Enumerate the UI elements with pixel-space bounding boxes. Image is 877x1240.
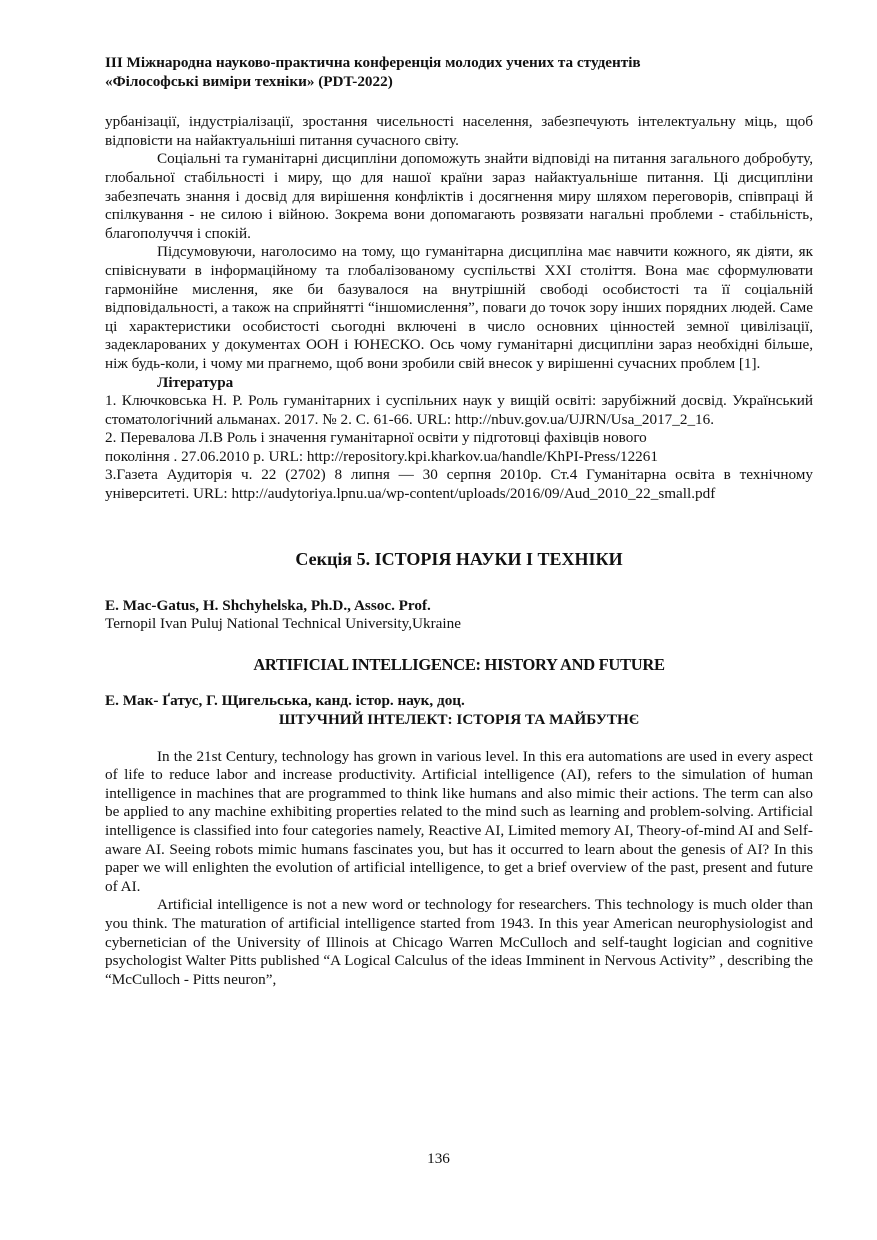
- reference-3: 3.Газета Аудиторія ч. 22 (2702) 8 липня — 30 серпня 2010р. Ст.4 Гуманітарна освіта в технічному університеті. URL: http://audytoriya.lpnu.ua/wp-content/uploads/2016/09/Aud_2010_22_small.pdf: [105, 466, 813, 503]
- authors-en: E. Mac-Gatus, H. Shchyhelska, Ph.D., Assoc. Prof.: [105, 596, 431, 614]
- reference-2-cont: покоління . 27.06.2010 р. URL: http://repository.kpi.kharkov.ua/handle/KhPI-Press/12261: [105, 447, 658, 465]
- affiliation: Ternopil Ivan Puluj National Technical University,Ukraine: [105, 615, 461, 633]
- article-title-ua: ШТУЧНИЙ ІНТЕЛЕКТ: ІСТОРІЯ ТА МАЙБУТНЄ: [278, 711, 640, 729]
- paragraph-ua-1: урбанізації, індустріалізації, зростання чисельності населення, забезпечують інтелектуальну міць, щоб відповісти на найактуальніші питання сучасного світу.: [105, 113, 813, 149]
- conference-header-line2: «Філософські виміри техніки» (PDT-2022): [105, 72, 393, 90]
- conference-header: [105, 54, 813, 91]
- paragraph-en-1: In the 21st Century, technology has grown in various level. In this era automations are used in every aspect of life to reduce labor and increase productivity. Artificial intelligence (AI), refers to the simulation of human intelligence in machines that are programmed to think like humans and also mimic their actions. The term can also be applied to any machine exhibiting properties related to the mind such as learning and problem-solving. Artificial intelligence is classified into four categories namely, Reactive AI, Limited memory AI, Theory-of-mind AI and Self-aware AI. Seeing robots mimic humans fascinates you, but has it occurred to learn about the genesis of AI? In this paper we will enlighten the evolution of artificial intelligence, to get a brief overview of the past, present and future of AI.: [105, 747, 813, 895]
- conference-header-line1: ІІІ Міжнародна науково-практична конференція молодих учених та студентів: [105, 54, 641, 71]
- section-title: Секція 5. ІСТОРІЯ НАУКИ І ТЕХНІКИ: [295, 548, 623, 569]
- document-page: [105, 54, 813, 989]
- article-title-en: ARTIFICIAL INTELLIGENCE: HISTORY AND FUTURE: [253, 654, 665, 674]
- paragraph-en-2: Artificial intelligence is not a new word or technology for researchers. This technology is much older than you think. The maturation of artificial intelligence started from 1943. In this year American neurophysiologist and cybernetician of the University of Illinois at Chicago Warren McCulloch and self-taught logician and cognitive psychologist Walter Pitts published “A Logical Calculus of the ideas Imminent in Nervous Activity” , describing the “McCulloch - Pitts neuron”,: [105, 896, 813, 988]
- reference-1: 1. Ключковська Н. Р. Роль гуманітарних і суспільних наук у вищій освіті: зарубіжний досвід. Український стоматологічний альманах. 2017. № 2. С. 61-66. URL: http://nbuv.gov.ua/UJRN/Usa_2017_2_16.: [105, 392, 813, 428]
- paragraph-ua-3: Підсумовуючи, наголосимо на тому, що гуманітарна дисципліна має навчити кожного, як діяти, як співіснувати в інформаційному та глобалізованому суспільстві ХХІ століття. Вона має сформулювати гармонійне мислення, яке би базувалося на внутрішній свободі особистості та її соціальній відповідальності, а також на сприйнятті “іншомислення”, поваги до точок зору інших порядних людей. Саме ці характеристики особистості сьогодні включені в число основних цінностей земної цивілізації, задекларованих у документах ООН і ЮНЕСКО. Ось чому гуманітарні дисципліни зараз необхідні більше, ніж будь-коли, і чому ми прагнемо, щоб вони зробили свій внесок у вирішенні сучасних проблем [1].: [105, 243, 813, 372]
- reference-2: 2. Перевалова Л.В Роль і значення гуманітарної освіти у підготовці фахівців нового: [105, 429, 647, 447]
- literature-heading: Література: [157, 373, 234, 391]
- authors-ua: Е. Мак- Ґатус, Г. Щигельська, канд. істор. наук, доц.: [105, 692, 465, 710]
- paragraph-ua-2: Соціальні та гуманітарні дисципліни допоможуть знайти відповіді на питання загального добробуту, глобальної стабільності і миру, що для нашої країни зараз найактуальніше питання. Ці дисципліни забезпечать знання і досвід для вирішення конфліктів і досягнення миру шляхом переговорів, співпраці й спілкування - не силою і війною. Зокрема вони допомагають розвязати нагальні проблеми - стабільність, благополуччя і спокій.: [105, 150, 813, 242]
- page-number: 136: [427, 1150, 450, 1167]
